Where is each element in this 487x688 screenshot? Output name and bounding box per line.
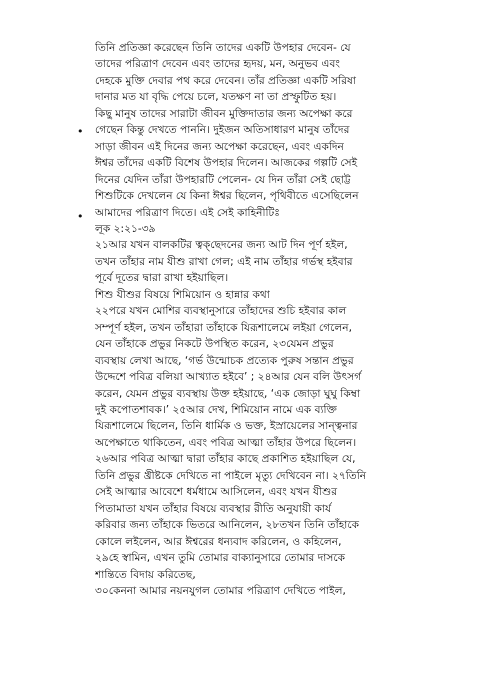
- text-line: করিবার জন্য তাঁহাকে ভিতরে আনিলেন, ২৮তখন তিনি তাঁহাকে: [95, 519, 359, 532]
- text-line: করেন, যেমন প্রভুর ব্যবস্থায় উক্ত হইয়াছে, ‘এক জোড়া ঘুঘু কিম্বা: [95, 387, 361, 400]
- text-line: কিছু মানুষ তাদের সারাটা জীবন মুক্তিদাতার জন্য অপেক্ষা করে: [95, 107, 353, 120]
- text-line: পিতামাতা যখন তাঁহার বিষয়ে ব্যবস্থার রীতি অনুযায়ী কার্য: [95, 502, 332, 515]
- text-line: দানার মত যা বৃদ্ধি পেয়ে চলে, যতক্ষণ না তা প্রস্ফুটিত হয়।: [95, 91, 337, 104]
- text-line: তিনি প্রতিজ্ঞা করেছেন তিনি তাদের একটি উপহার দেবেন- যে: [95, 42, 351, 54]
- text-line: কোলে লইলেন, আর ঈশ্বরের ধন্যবাদ করিলেন, ও কহিলেন,: [95, 535, 342, 548]
- text-line: শান্তিতে বিদায় করিতেছ,: [95, 568, 196, 581]
- text-line: ঈশ্বর তাঁদের একটি বিশেষ উপহার দিলেন। আজকের গল্পটি সেই: [95, 157, 358, 170]
- text-line: সেই আত্মার আবেশে ধর্মধামে আসিলেন, এবং যখন যীশুর: [95, 486, 338, 499]
- text-line: ব্যবস্থায় লেখা আছে, ‘গর্ভ উন্মোচক প্রত্যেক পুরুষ সন্তান প্রভুর: [95, 354, 354, 367]
- text-line: দুই কপোতশাবক।’ ২৫আর দেখ, শিমিয়োন নামে এক ব্যক্তি: [95, 403, 337, 416]
- text-line: তিনি প্রভুর খ্রীষ্টকে দেখিতে না পাইলে মৃত্যু দেখিবেন না। ২৭তিনি: [95, 469, 367, 482]
- text-line: শিশুটিকে দেখলেন যে কিনা ঈশ্বর ছিলেন, পৃথিবীতে এসেছিলেন: [95, 190, 359, 203]
- text-line: যেন তাঁহাকে প্রভুর নিকটে উপস্থিত করেন, ২৩যেমন প্রভুর: [95, 338, 334, 351]
- text-line: পূর্বে দূতের দ্বারা রাখা হইয়াছিল।: [95, 272, 229, 285]
- text-line: অপেক্ষাতে থাকিতেন, এবং পবিত্র আত্মা তাঁহার উপরে ছিলেন।: [95, 436, 357, 449]
- text-line: দেহকে মুক্তি দেবার পথ করে দেবেন। তাঁর প্রতিজ্ঞা একটি সরিষা: [95, 74, 356, 87]
- text-line: ২৬আর পবিত্র আত্মা দ্বারা তাঁহার কাছে প্রকাশিত হইয়াছিল যে,: [95, 453, 356, 466]
- text-line: আমাদের পরিত্রাণ দিতে। এই সেই কাহিনীটিঃ: [95, 206, 280, 219]
- text-line: ২৯হে স্বামিন, এখন তুমি তোমার বাক্যানুসারে তোমার দাসকে: [95, 552, 346, 565]
- text-line: গেছেন কিন্তু দেখতে পাননি। দুইজন অতিসাধারণ মানুষ তাঁদের: [95, 124, 350, 137]
- text-line: সাড়া জীবন এই দিনের জন্য অপেক্ষা করেছেন, এবং একদিন: [95, 140, 344, 153]
- text-line: যিরূশালেমে ছিলেন, তিনি ধার্মিক ও ভক্ত, ইস্রায়েলের সান্ত্বনার: [95, 420, 358, 433]
- text-line: ৩০কেননা আমার নয়নযুগল তোমার পরিত্রাণ দেখিতে পাইল,: [95, 584, 346, 597]
- bullet-marker-2: •: [77, 210, 84, 223]
- document-body: [95, 40, 450, 599]
- text-line: দিনের যেদিন তাঁরা উপহারটি পেলেন- যে দিন তাঁরা সেই ছোট্ট: [95, 173, 351, 186]
- text-line: তখন তাঁহার নাম যীশু রাখা গেল; এই নাম তাঁহার গর্ভস্থ হইবার: [95, 255, 353, 268]
- text-line: তাদের পরিত্রাণ দেবেন এবং তাদের হৃদয়, মন, অনুভব এবং: [95, 58, 340, 71]
- section-heading: শিশু যীশুর বিষয়ে শিমিয়োন ও হান্নার কথা: [95, 288, 270, 301]
- text-line: সম্পূর্ণ হইল, তখন তাঁহারা তাঁহাকে যিরূশালেমে লইয়া গেলেন,: [95, 321, 352, 334]
- scripture-reference: লূক ২:২১-৩৯: [95, 222, 156, 235]
- text-line: ২১আর যখন বালকটির ত্বক্‌ছেদনের জন্য আট দিন পূর্ণ হইল,: [95, 239, 348, 252]
- bullet-marker-1: •: [77, 125, 84, 138]
- text-line: উদ্দেশে পবিত্র বলিয়া আখ্যাত হইবে’ ; ২৪আর যেন বলি উৎসর্গ: [95, 371, 362, 384]
- text-line: ২২পরে যখন মোশির ব্যবস্থানুসারে তাঁহাদের শুচি হইবার কাল: [95, 305, 347, 318]
